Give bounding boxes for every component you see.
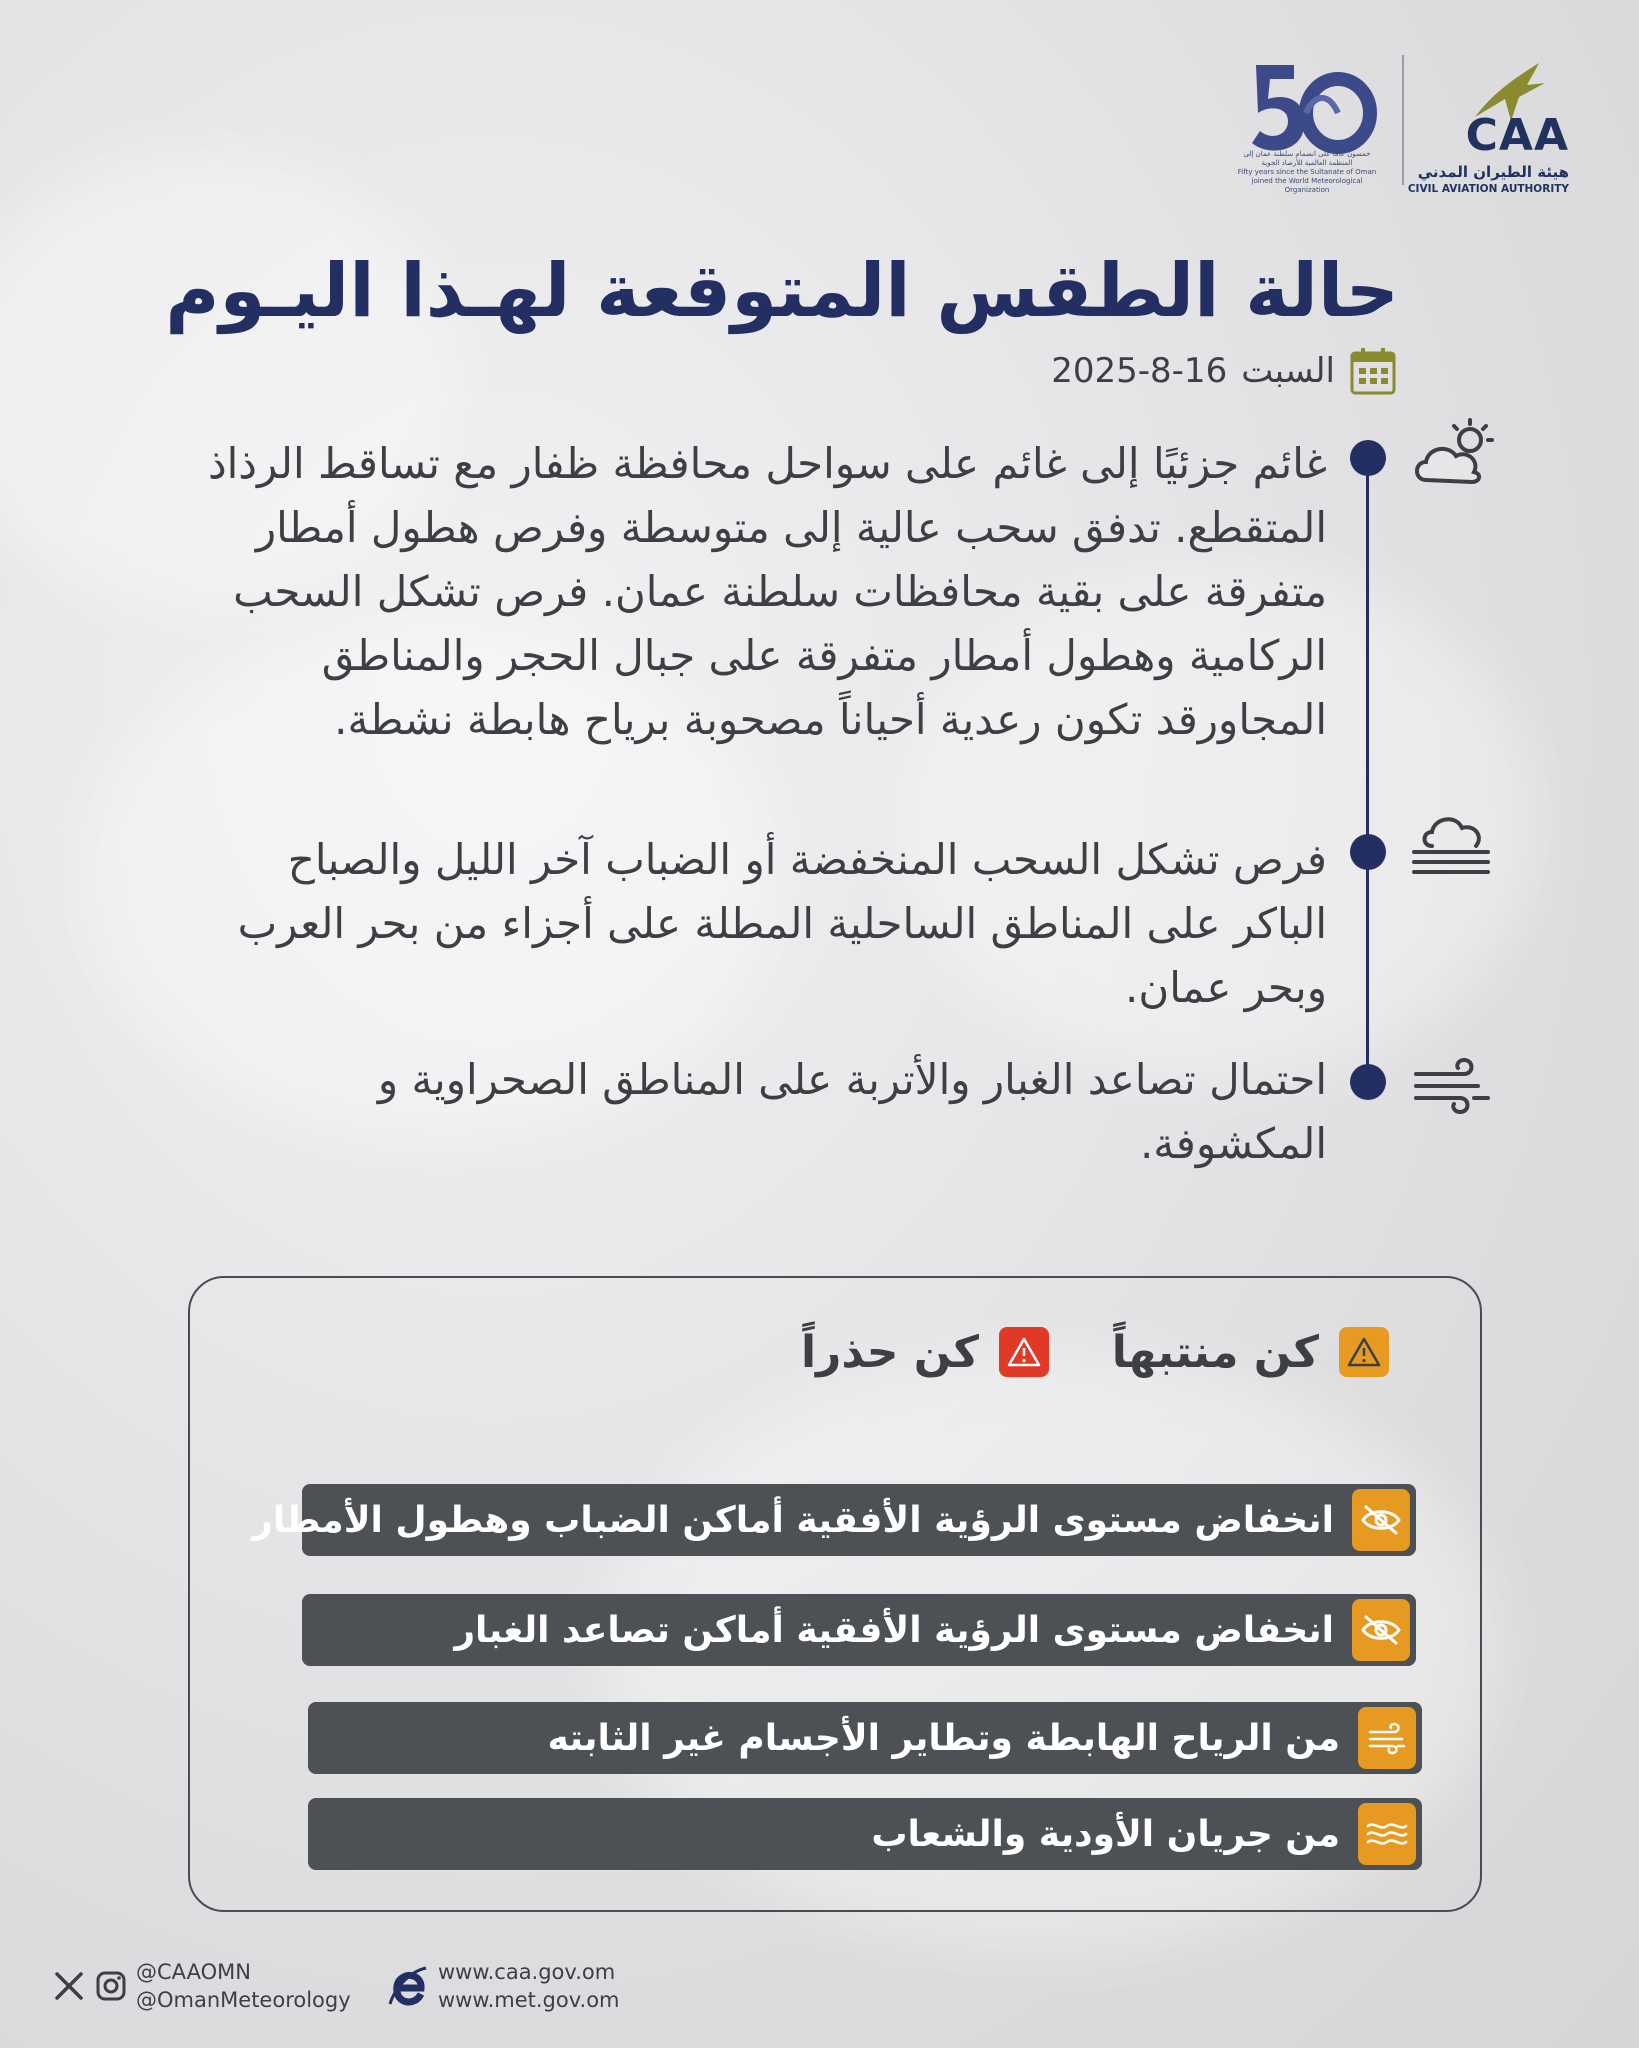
calendar-icon	[1349, 346, 1397, 396]
caution-label: كن منتبهاً	[1111, 1326, 1319, 1378]
caa-name-arabic: هيئة الطيران المدني	[1417, 163, 1569, 181]
forecast-text-fog: فرص تشكل السحب المنخفضة أو الضباب آخر الليل والصباح الباكر على المناطق الساحلية المطلة على أجزاء من بحر العرب وبحر عمان.	[237, 835, 1327, 1012]
caa-letters: CAA	[1465, 110, 1569, 161]
day-label: السبت	[1241, 351, 1335, 391]
forecast-text-cloud: غائم جزئيًا إلى غائم على سواحل محافظة ظفار مع تساقط الرذاذ المتقطع. تدفق سحب عالية إلى متوسطة وفرص هطول أمطار متفرقة على بقية محافظات سلطنة عمان. فرص تشكل السحب الركامية وهطول أمطار متفرقة على جبال الحجر والمناطق المجاورقد تكون رعدية أحياناً مصحوبة برياح هابطة نشطة.	[207, 439, 1327, 744]
instagram-icon[interactable]	[94, 1969, 128, 2003]
alert-row-wadis	[308, 1798, 1422, 1870]
wind-icon	[1358, 1707, 1416, 1769]
alert-text: انخفاض مستوى الرؤية الأفقية أماكن تصاعد الغبار	[454, 1609, 1334, 1651]
warning-label: كن حذراً	[800, 1326, 979, 1378]
forecast-text-dust: احتمال تصاعد الغبار والأتربة على المناطق الصحراوية و المكشوفة.	[377, 1055, 1327, 1168]
footer-social	[52, 1958, 351, 2014]
water-waves-icon	[1358, 1803, 1416, 1865]
alert-text: من الرياح الهابطة وتطاير الأجسام غير الثابته	[547, 1717, 1340, 1759]
legend-warning	[801, 1322, 1049, 1382]
url-met[interactable]: www.met.gov.om	[438, 1988, 620, 2012]
alert-text: انخفاض مستوى الرؤية الأفقية أماكن الضباب وهطول الأمطار	[252, 1499, 1334, 1541]
browser-e-icon	[388, 1964, 428, 2008]
alert-row-visibility-dust	[302, 1594, 1416, 1666]
timeline-dot	[1350, 440, 1386, 476]
timeline-dot	[1350, 1064, 1386, 1100]
timeline-dot	[1350, 834, 1386, 870]
timeline-line	[1366, 456, 1369, 1080]
caution-badge	[1339, 1327, 1389, 1377]
caa-name-english: CIVIL AVIATION AUTHORITY	[1407, 183, 1569, 195]
page-title: حالة الطقس المتوقعة لهـذا اليـوم	[165, 248, 1399, 334]
date-value: 2025-8-16	[1051, 351, 1228, 391]
url-caa[interactable]: www.caa.gov.om	[438, 1960, 616, 1984]
fifty-years-caption-english: Fifty years since the Sultanate of Oman joined the World Meteorological Organization	[1237, 168, 1377, 194]
partly-cloudy-icon	[1408, 410, 1496, 498]
alert-text: من جريان الأودية والشعاب	[871, 1813, 1340, 1855]
eye-off-icon	[1352, 1599, 1410, 1661]
warning-badge	[999, 1327, 1049, 1377]
fifty-years-caption	[1236, 150, 1378, 195]
wind-icon	[1408, 1040, 1496, 1128]
caa-logo	[1407, 55, 1569, 195]
logo-divider	[1402, 55, 1404, 185]
fifty-years-caption-arabic: خمسون عاماً على انضمام سلطنة عمان إلى المنظمة العالمية للأرصاد الجوية	[1243, 150, 1371, 167]
alert-row-visibility-fog	[252, 1484, 1416, 1556]
handle-caa[interactable]: @CAAOMN	[136, 1960, 251, 1984]
eye-off-icon	[1352, 1489, 1410, 1551]
footer-web	[388, 1958, 620, 2014]
date-row	[1051, 345, 1397, 397]
alert-row-wind	[308, 1702, 1422, 1774]
warning-icon	[1006, 1336, 1042, 1368]
warning-icon	[1346, 1336, 1382, 1368]
x-icon[interactable]	[52, 1969, 86, 2003]
fog-icon	[1408, 800, 1496, 888]
handle-met[interactable]: @OmanMeteorology	[136, 1988, 351, 2012]
legend-caution	[1112, 1322, 1389, 1382]
